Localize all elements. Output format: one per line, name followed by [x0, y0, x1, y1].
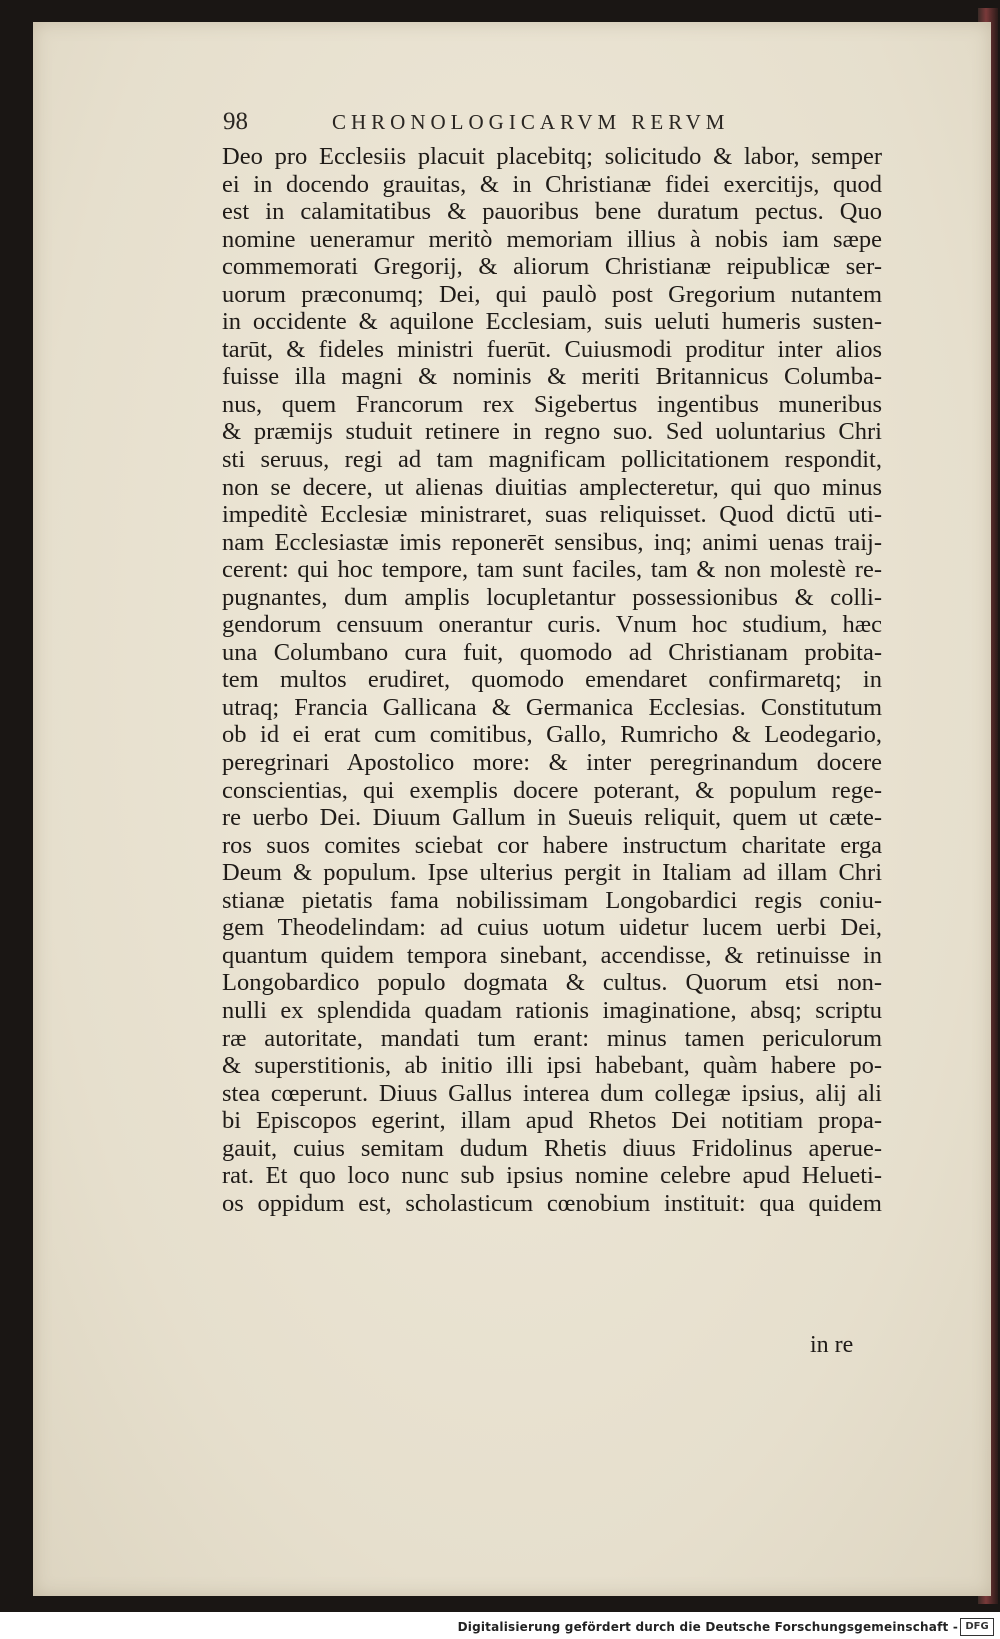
text-line: nulli ex splendida quadam rationis imaginatione, absq; scriptu — [222, 996, 882, 1024]
text-line: non se decere, ut alienas diuitias amplecteretur, qui quo minus — [222, 473, 882, 501]
text-line: gendorum censuum onerantur curis. Vnum hoc studium, hæc — [222, 611, 882, 639]
text-line: tarūt, & fideles ministri fuerūt. Cuiusmodi proditur inter alios — [222, 335, 882, 363]
text-line: gem Theodelindam: ad cuius uotum uidetur lucem uerbi Dei, — [222, 914, 882, 942]
text-line: bi Episcopos egerint, illam apud Rhetos Dei notitiam propa- — [222, 1107, 882, 1135]
text-line: cerent: qui hoc tempore, tam sunt faciles, tam & non molestè re- — [222, 556, 882, 584]
text-line: os oppidum est, scholasticum cœnobium instituit: qua quidem — [222, 1189, 882, 1217]
text-line: pugnantes, dum amplis locupletantur possessionibus & colli- — [222, 583, 882, 611]
text-line: uorum præconumq; Dei, qui paulò post Gregorium nutantem — [222, 280, 882, 308]
text-line: rat. Et quo loco nunc sub ipsius nomine celebre apud Helueti- — [222, 1162, 882, 1190]
text-line: est in calamitatibus & pauoribus bene duratum pectus. Quo — [222, 198, 882, 226]
text-line: Deum & populum. Ipse ulterius pergit in Italiam ad illam Chri — [222, 859, 882, 887]
text-line: Longobardico populo dogmata & cultus. Quorum etsi non- — [222, 969, 882, 997]
text-line: ros suos comites sciebat cor habere instructum charitate erga — [222, 831, 882, 859]
text-line: conscientias, qui exemplis docere poterant, & populum rege- — [222, 776, 882, 804]
text-line: ræ autoritate, mandati tum erant: minus tamen periculorum — [222, 1024, 882, 1052]
text-line: ei in docendo grauitas, & in Christianæ fidei exercitijs, quod — [222, 170, 882, 198]
text-line: utraq; Francia Gallicana & Germanica Ecclesias. Constitutum — [222, 693, 882, 721]
text-line: & præmijs studuit retinere in regno suo. Sed uoluntarius Chri — [222, 418, 882, 446]
text-line: stea cœperunt. Diuus Gallus interea dum collegæ ipsius, alij ali — [222, 1079, 882, 1107]
text-line: & superstitionis, ab initio illi ipsi habebant, quàm habere po- — [222, 1052, 882, 1080]
funding-credit: Digitalisierung gefördert durch die Deutsche Forschungsgemeinschaft - — [457, 1620, 958, 1634]
text-line: peregrinari Apostolico more: & inter peregrinandum docere — [222, 749, 882, 777]
text-line: ob id ei erat cum comitibus, Gallo, Rumricho & Leodegario, — [222, 721, 882, 749]
text-line: una Columbano cura fuit, quomodo ad Christianam probita- — [222, 638, 882, 666]
text-line: re uerbo Dei. Diuum Gallum in Sueuis reliquit, quem ut cæte- — [222, 804, 882, 832]
text-line: quantum quidem tempora sinebant, accendisse, & retinuisse in — [222, 941, 882, 969]
page-number: 98 — [223, 108, 248, 135]
text-line: tem multos erudiret, quomodo emendaret confirmaretq; in — [222, 666, 882, 694]
text-line: nam Ecclesiastæ imis reponerēt sensibus, inq; animi uenas traij- — [222, 528, 882, 556]
text-line: fuisse illa magni & nominis & meriti Britannicus Columba- — [222, 363, 882, 391]
text-line: sti seruus, regi ad tam magnificam pollicitationem respondit, — [222, 446, 882, 474]
text-line: Deo pro Ecclesiis placuit placebitq; solicitudo & labor, semper — [222, 143, 882, 170]
text-line: gauit, cuius semitam dudum Rhetis diuus Fridolinus aperue- — [222, 1134, 882, 1162]
catchword: in re — [810, 1332, 854, 1358]
text-line: nus, quem Francorum rex Sigebertus ingentibus muneribus — [222, 390, 882, 418]
dfg-logo-icon: DFG — [960, 1618, 994, 1636]
text-line: nomine ueneramur meritò memoriam illius à nobis iam sæpe — [222, 225, 882, 253]
page-header — [223, 108, 783, 140]
text-line: in occidente & aquilone Ecclesiam, suis ueluti humeris susten- — [222, 308, 882, 336]
body-text — [222, 143, 882, 1217]
text-line: commemorati Gregorij, & aliorum Christianæ reipublicæ ser- — [222, 253, 882, 281]
running-head: CHRONOLOGICARVM RERVM — [332, 110, 730, 134]
text-line: impeditè Ecclesiæ ministraret, suas reliquisset. Quod dictū uti- — [222, 501, 882, 529]
text-line: stianæ pietatis fama nobilissimam Longobardici regis coniu- — [222, 886, 882, 914]
digitization-footer — [0, 1612, 1000, 1639]
